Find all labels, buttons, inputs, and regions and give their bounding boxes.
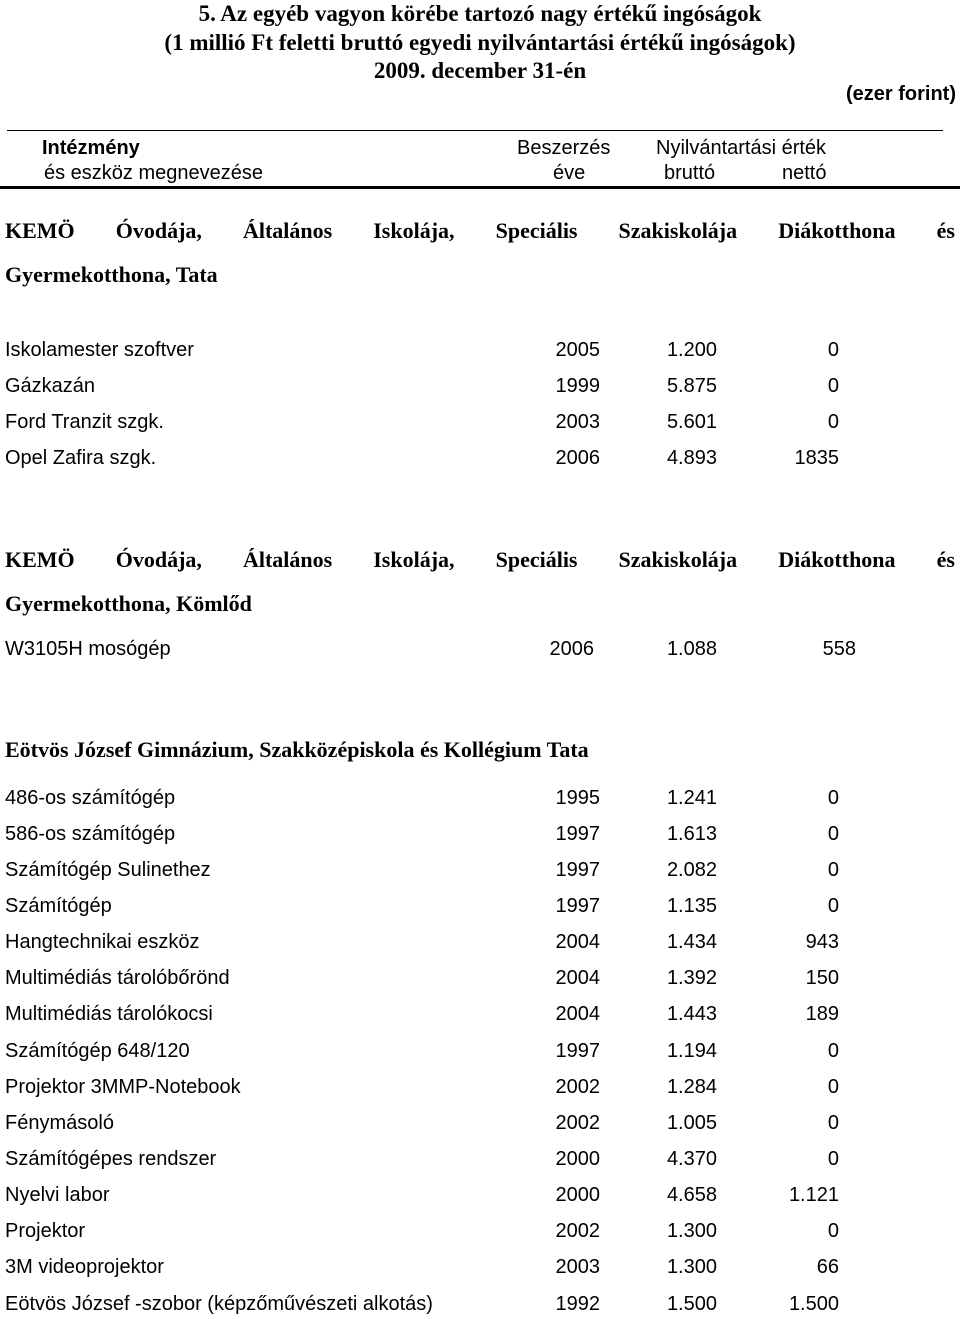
table-row: Gázkazán 1999 5.875 0 bbox=[5, 375, 839, 397]
header-institution: Intézmény bbox=[42, 137, 140, 159]
table-row: Ford Tranzit szgk. 2003 5.601 0 bbox=[5, 411, 839, 433]
table-row: Számítógép 1997 1.135 0 bbox=[5, 895, 839, 917]
table-row: Projektor 2002 1.300 0 bbox=[5, 1220, 839, 1242]
section-title-line-1: KEMÖ Óvodája, Általános Iskolája, Speciális Szakiskolája Diákotthona és bbox=[5, 547, 955, 572]
header-asset-name: és eszköz megnevezése bbox=[44, 162, 264, 184]
table-row: Iskolamester szoftver 2005 1.200 0 bbox=[5, 339, 839, 361]
table-row: Számítógép 648/120 1997 1.194 0 bbox=[5, 1040, 839, 1062]
page-title-line-3: 2009. december 31-én bbox=[373, 58, 587, 83]
header-acquisition: Beszerzés bbox=[517, 137, 611, 159]
table-row: Számítógépes rendszer 2000 4.370 0 bbox=[5, 1148, 839, 1170]
header-acquisition-year: éve bbox=[553, 162, 586, 184]
header-top-rule bbox=[7, 130, 943, 131]
table-row: 3M videoprojektor 2003 1.300 66 bbox=[5, 1256, 839, 1278]
section-title-line-2: Gyermekotthona, Kömlőd bbox=[5, 591, 252, 616]
table-row: Multimédiás tárolóbőrönd 2004 1.392 150 bbox=[5, 967, 839, 989]
section-title-line-1: KEMÖ Óvodája, Általános Iskolája, Speciális Szakiskolája Diákotthona és bbox=[5, 218, 955, 243]
unit-label: (ezer forint) bbox=[846, 83, 956, 105]
section-title-line-2: Gyermekotthona, Tata bbox=[5, 262, 218, 287]
table-row: 586-os számítógép 1997 1.613 0 bbox=[5, 823, 839, 845]
section-title bbox=[5, 209, 955, 297]
page-title-line-1: 5. Az egyéb vagyon körébe tartozó nagy értékű ingóságok bbox=[198, 1, 762, 26]
table-row: Eötvös József -szobor (képzőművészeti alkotás) 1992 1.500 1.500 bbox=[5, 1293, 839, 1315]
header-gross: bruttó bbox=[664, 162, 716, 184]
header-net: nettó bbox=[782, 162, 827, 184]
table-row: Nyelvi labor 2000 4.658 1.121 bbox=[5, 1184, 839, 1206]
table-row: Multimédiás tárolókocsi 2004 1.443 189 bbox=[5, 1003, 839, 1025]
table-row: Projektor 3MMP-Notebook 2002 1.284 0 bbox=[5, 1076, 839, 1098]
table-row: Opel Zafira szgk. 2006 4.893 1835 bbox=[5, 447, 839, 469]
table-row: Fénymásoló 2002 1.005 0 bbox=[5, 1112, 839, 1134]
section-title: Eötvös József Gimnázium, Szakközépiskola és Kollégium Tata bbox=[5, 737, 589, 762]
header-bottom-rule bbox=[0, 186, 960, 189]
page-title-line-2: (1 millió Ft feletti bruttó egyedi nyilvántartási értékű ingóságok) bbox=[164, 30, 796, 55]
header-book-value: Nyilvántartási érték bbox=[656, 137, 827, 159]
table-row: 486-os számítógép 1995 1.241 0 bbox=[5, 787, 839, 809]
table-row: W3105H mosógép 2006 1.088 558 bbox=[5, 638, 856, 660]
table-row: Számítógép Sulinethez 1997 2.082 0 bbox=[5, 859, 839, 881]
section-title bbox=[5, 538, 955, 626]
table-row: Hangtechnikai eszköz 2004 1.434 943 bbox=[5, 931, 839, 953]
